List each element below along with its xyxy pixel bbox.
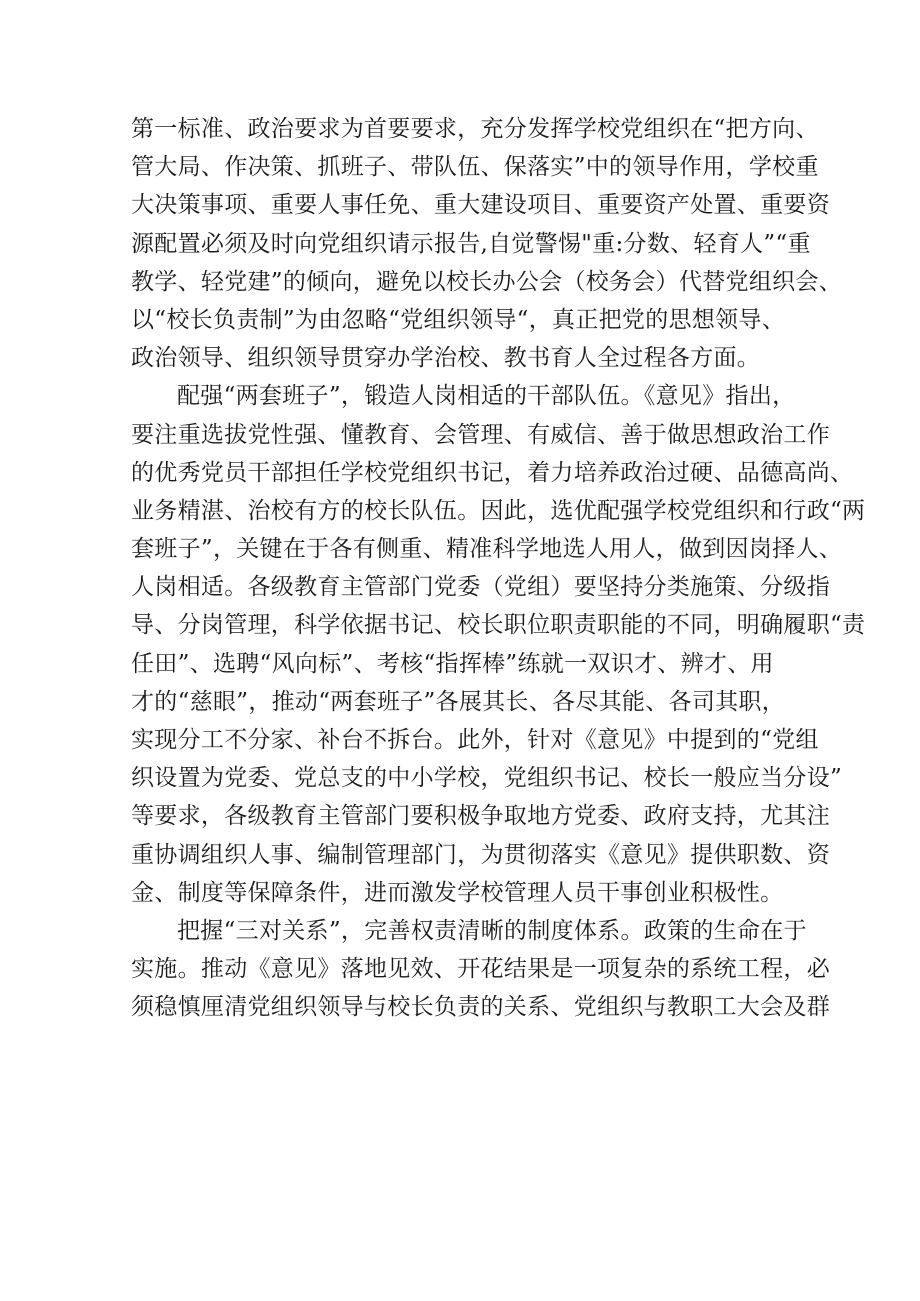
text-line: 人岗相适。各级教育主管部门党委（党组）要坚持分类施策、分级指 bbox=[131, 574, 830, 601]
document-body bbox=[131, 110, 866, 1027]
text-line: 源配置必须及时向党组织请示报告,自觉警惕"重:分数、轻育人”“重 bbox=[131, 230, 811, 257]
text-line: 把握“三对关系”，完善权责清晰的制度体系。政策的生命在于 bbox=[177, 917, 807, 944]
text-line: 实施。推动《意见》落地见效、开花结果是一项复杂的系统工程，必 bbox=[131, 956, 830, 983]
text-line: 织设置为党委、党总支的中小学校，党组织书记、校长一般应当分设” bbox=[131, 765, 843, 792]
text-line: 重协调组织人事、编制管理部门，为贯彻落实《意见》提供职数、资 bbox=[131, 841, 830, 868]
text-line: 套班子”，关键在于各有侧重、精准科学地选人用人，做到因岗择人、 bbox=[131, 536, 843, 563]
text-line: 政治领导、组织领导贯穿办学治校、教书育人全过程各方面。 bbox=[131, 345, 761, 372]
text-line: 等要求，各级教育主管部门要积极争取地方党委、政府支持，尤其注 bbox=[131, 803, 830, 830]
paragraph-2 bbox=[131, 377, 866, 912]
text-line: 大决策事项、重要人事任免、重大建设项目、重要资产处置、重要资 bbox=[131, 192, 830, 219]
text-line: 金、制度等保障条件，进而激发学校管理人员干事创业积极性。 bbox=[131, 879, 784, 906]
text-line: 业务精湛、治校有方的校长队伍。因此，选优配强学校党组织和行政“两 bbox=[131, 497, 866, 524]
text-line: 须稳慎厘清党组织领导与校长负责的关系、党组织与教职工大会及群 bbox=[131, 994, 830, 1021]
paragraph-1 bbox=[131, 110, 843, 377]
text-line: 导、分岗管理，科学依据书记、校长职位职责职能的不同，明确履职“责 bbox=[131, 612, 866, 639]
text-line: 教学、轻党建”的倾向，避免以校长办公会（校务会）代替党组织会、 bbox=[131, 268, 843, 295]
text-line: 管大局、作决策、抓班子、带队伍、保落实”中的领导作用，学校重 bbox=[131, 154, 819, 181]
text-line: 要注重选拔党性强、懂教育、会管理、有威信、善于做思想政治工作 bbox=[131, 421, 830, 448]
text-line: 任田”、选聘“风向标”、考核“指挥棒”练就一双识才、辨才、用 bbox=[131, 650, 774, 677]
text-line: 第一标准、政治要求为首要要求，充分发挥学校党组织在“把方向、 bbox=[131, 116, 819, 142]
text-line: 的优秀党员干部担任学校党组织书记，着力培养政治过硬、品德高尚、 bbox=[131, 459, 854, 486]
text-line: 以“校长负责制”为由忽略“党组织领导“，真正把党的思想领导、 bbox=[131, 306, 786, 333]
text-line: 配强“两套班子”，锻造人岗相适的干部队伍。《意见》指出， bbox=[177, 383, 796, 410]
paragraph-3 bbox=[131, 912, 830, 1027]
text-line: 才的“慈眼”，推动“两套班子”各展其长、各尽其能、各司其职， bbox=[131, 688, 786, 715]
text-line: 实现分工不分家、补台不拆台。此外，针对《意见》中提到的“党组 bbox=[131, 727, 819, 753]
